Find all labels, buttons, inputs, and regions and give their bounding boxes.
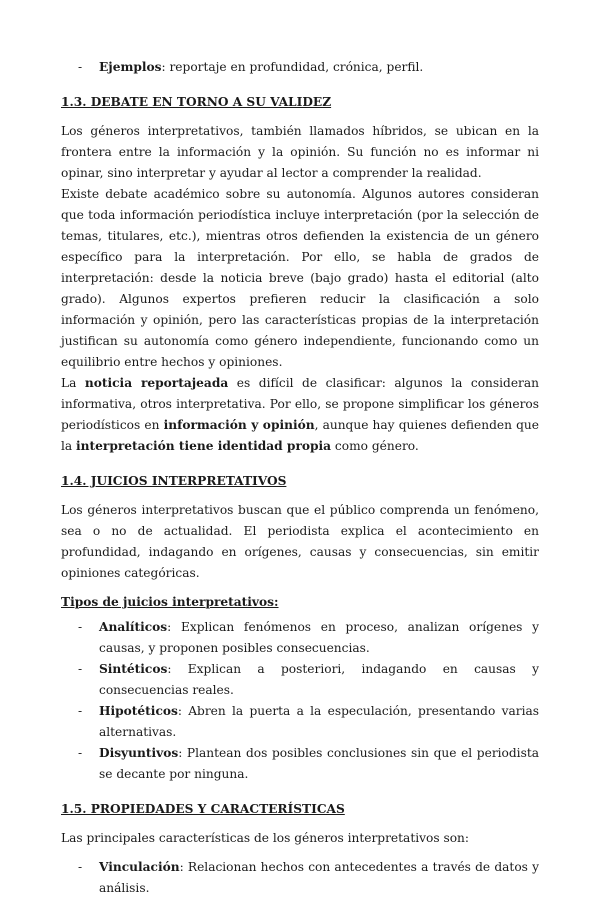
list-item-text: : Explican fenómenos en proceso, analizan orígenes y causas, y proponen posibles consecuencias. bbox=[99, 620, 539, 655]
bullet-dash: - bbox=[78, 620, 83, 634]
section-heading-1-3: 1.3. DEBATE EN TORNO A SU VALIDEZ bbox=[61, 95, 332, 109]
document-page bbox=[61, 57, 539, 899]
list-item-term: Sintéticos bbox=[99, 662, 168, 676]
list-item-term: Vinculación bbox=[99, 860, 180, 874]
list-item-text: : Plantean dos posibles conclusiones sin que el periodista se decante por ninguna. bbox=[99, 746, 539, 781]
bullet-dash: - bbox=[78, 746, 83, 760]
paragraph: Existe debate académico sobre su autonomía. Algunos autores consideran que toda información periodística incluye interpretación (por la selección de temas, titulares, etc.), mientras otros defienden la existencia de un género específico para la interpretación. Por ello, se habla de grados de interpretación: desde la noticia breve (bajo grado) hasta el editorial (alto grado). Algunos expertos prefieren reducir la clasificación a solo información y opinión, pero las características propias de la interpretación justifican su autonomía como género independiente, funcionando como un equilibrio entre hechos y opiniones. bbox=[61, 187, 539, 369]
list-item-ejemplos bbox=[61, 57, 539, 78]
bullet-dash: - bbox=[78, 60, 83, 74]
list-item bbox=[61, 659, 539, 701]
list-item-text: : Abren la puerta a la especulación, presentando varias alternativas. bbox=[99, 704, 539, 739]
bold-term: información y opinión bbox=[163, 418, 315, 432]
bold-term: noticia reportajeada bbox=[84, 376, 229, 390]
list-item-text: : Relacionan hechos con antecedentes a través de datos y análisis. bbox=[99, 860, 539, 895]
list-item bbox=[61, 701, 539, 743]
section-heading-1-5: 1.5. PROPIEDADES Y CARACTERÍSTICAS bbox=[61, 802, 345, 816]
paragraph: Los géneros interpretativos, también llamados híbridos, se ubican en la frontera entre la información y la opinión. Su función no es informar ni opinar, sino interpretar y ayudar al lector a comprender la realidad. bbox=[61, 124, 539, 180]
bullet-dash: - bbox=[78, 704, 83, 718]
list-item-text: : Explican a posteriori, indagando en causas y consecuencias reales. bbox=[99, 662, 539, 697]
list-item bbox=[61, 617, 539, 659]
bullet-dash: - bbox=[78, 662, 83, 676]
list-item-term: Ejemplos bbox=[99, 60, 162, 74]
subheading: Tipos de juicios interpretativos: bbox=[61, 595, 279, 609]
bullet-dash: - bbox=[78, 860, 83, 874]
paragraph: La noticia reportajeada es difícil de clasificar: algunos la consideran informativa, otros interpretativa. Por ello, se propone simplificar los géneros periodísticos en información y opinión, aunque hay quienes defienden que la interpretación tiene identidad propia como género. bbox=[61, 376, 539, 453]
list-item-term: Disyuntivos bbox=[99, 746, 179, 760]
list-item-text: : reportaje en profundidad, crónica, perfil. bbox=[161, 60, 424, 74]
list-item-term: Analíticos bbox=[99, 620, 168, 634]
bold-term: interpretación tiene identidad propia bbox=[76, 439, 332, 453]
paragraph: Las principales características de los géneros interpretativos son: bbox=[61, 831, 470, 845]
section-heading-1-4: 1.4. JUICIOS INTERPRETATIVOS bbox=[61, 474, 287, 488]
list-item-term: Hipotéticos bbox=[99, 704, 178, 718]
list-item bbox=[61, 857, 539, 899]
list-item bbox=[61, 743, 539, 785]
paragraph: Los géneros interpretativos buscan que el público comprenda un fenómeno, sea o no de actualidad. El periodista explica el acontecimiento en profundidad, indagando en orígenes, causas y consecuencias, sin emitir opiniones categóricas. bbox=[61, 503, 539, 580]
